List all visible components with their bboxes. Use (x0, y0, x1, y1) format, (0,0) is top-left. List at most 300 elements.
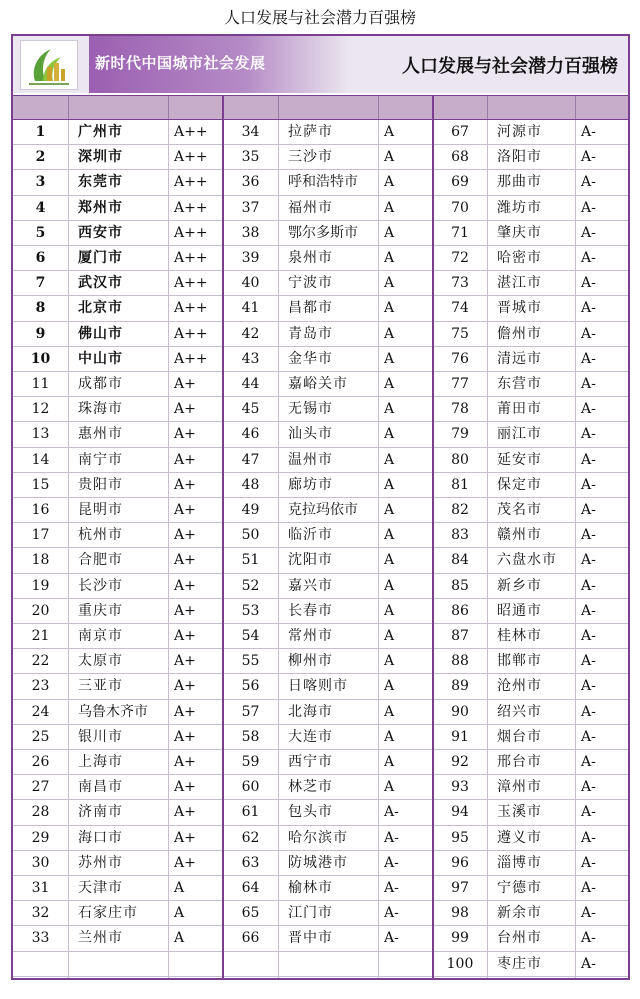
table-row (433, 523, 628, 548)
grade-cell: A- (581, 653, 596, 670)
table-row (223, 347, 433, 372)
rank-cell: 68 (451, 149, 469, 166)
table-row (433, 750, 628, 775)
rank-cell: 80 (451, 451, 469, 468)
table-row (13, 196, 223, 221)
rank-cell: 69 (451, 174, 469, 191)
city-name-cell: 鄂尔多斯市 (288, 224, 358, 241)
city-name-cell: 大连市 (288, 728, 333, 745)
city-name-cell: 南京市 (78, 628, 123, 644)
table-row (433, 952, 628, 977)
city-name-cell: 北海市 (288, 703, 333, 720)
table-row (13, 448, 223, 473)
city-name-cell: 遵义市 (497, 829, 542, 846)
grade-cell: A (384, 577, 395, 594)
rank-cell: 41 (241, 300, 260, 317)
rank-cell: 23 (31, 678, 50, 695)
grade-cell: A+ (174, 854, 196, 871)
rank-cell: 37 (241, 199, 260, 216)
grade-cell: A- (581, 628, 596, 644)
rank-cell: 17 (31, 527, 50, 544)
table-row (13, 372, 223, 397)
rank-cell: 52 (241, 577, 260, 594)
grade-cell: A+ (174, 653, 196, 670)
city-name-cell: 枣庄市 (497, 955, 542, 972)
table-row (13, 322, 223, 347)
table-row (223, 498, 433, 523)
grade-cell: A- (384, 804, 399, 821)
rank-cell: 45 (241, 401, 260, 418)
city-name-cell: 丽江市 (497, 426, 542, 443)
rank-cell: 31 (31, 880, 50, 896)
city-name-cell: 杭州市 (78, 527, 123, 544)
page-title: 人口发展与社会潜力百强榜 (223, 8, 416, 27)
table-row (223, 296, 433, 321)
table-row (223, 876, 433, 901)
grade-cell: A+ (174, 829, 196, 846)
grade-cell: A (384, 502, 395, 518)
city-name-cell: 乌鲁木齐市 (78, 703, 148, 720)
grade-cell: A+ (174, 476, 196, 493)
grade-cell: A+ (174, 426, 196, 443)
grade-cell: A++ (174, 224, 208, 241)
table-row (223, 271, 433, 296)
city-name-cell: 廊坊市 (288, 476, 333, 493)
grade-cell: A- (581, 728, 596, 745)
table-row (13, 851, 223, 876)
table-row (223, 649, 433, 674)
banner (13, 36, 628, 93)
table-row (223, 574, 433, 599)
city-name-cell: 昌都市 (288, 300, 333, 317)
table-row (223, 548, 433, 573)
table-row (13, 170, 223, 195)
city-name-cell: 金华市 (288, 350, 333, 367)
table-row (13, 750, 223, 775)
grade-cell: A++ (174, 275, 208, 292)
city-name-cell: 泉州市 (288, 250, 333, 266)
grade-cell: A+ (174, 728, 196, 745)
grade-cell: A- (581, 577, 596, 594)
rank-cell: 34 (241, 124, 260, 140)
grade-cell: A (384, 426, 395, 443)
rank-cell: 88 (451, 653, 469, 670)
city-name-cell: 晋城市 (497, 300, 542, 317)
rank-cell: 75 (451, 325, 469, 342)
table-row (223, 397, 433, 422)
city-name-cell: 洛阳市 (497, 149, 542, 166)
rank-cell: 61 (241, 804, 260, 821)
grade-cell: A- (581, 275, 596, 292)
grade-cell: A++ (174, 199, 208, 216)
rank-cell: 66 (241, 930, 260, 947)
city-logo-icon (21, 41, 77, 89)
city-name-cell: 无锡市 (288, 401, 333, 418)
city-name-cell: 肇庆市 (497, 224, 542, 241)
grade-cell: A+ (174, 804, 196, 821)
table-row (433, 145, 628, 170)
grade-cell: A (174, 905, 185, 922)
table-row (223, 120, 433, 145)
city-name-cell: 嘉峪关市 (288, 376, 348, 392)
grade-cell: A- (384, 829, 399, 846)
table-row (13, 876, 223, 901)
rank-cell: 4 (35, 199, 46, 216)
table-row (223, 422, 433, 447)
city-name-cell: 沧州市 (497, 678, 542, 695)
rank-cell: 70 (451, 199, 469, 216)
grade-cell: A (384, 174, 395, 191)
table-row (13, 674, 223, 699)
rank-cell: 35 (241, 149, 260, 166)
grade-cell: A- (581, 476, 596, 493)
city-name-cell: 防城港市 (288, 854, 348, 871)
rank-cell: 13 (31, 426, 50, 443)
grade-cell: A (384, 779, 395, 796)
city-name-cell: 烟台市 (497, 728, 542, 745)
column-divider (68, 120, 69, 978)
table-row (433, 120, 628, 145)
grade-cell: A (384, 628, 395, 644)
rank-cell: 44 (241, 376, 260, 392)
city-name-cell: 哈密市 (497, 250, 542, 266)
city-name-cell: 长沙市 (78, 577, 123, 594)
grade-cell: A (384, 552, 395, 569)
column-divider (487, 120, 488, 978)
city-name-cell: 南昌市 (78, 779, 123, 796)
rank-cell: 43 (241, 350, 260, 367)
table-row (433, 851, 628, 876)
city-name-cell: 济南市 (78, 804, 123, 821)
rank-cell: 21 (31, 628, 50, 644)
header-group-divider (432, 96, 434, 119)
grade-cell: A (384, 653, 395, 670)
rank-cell: 48 (241, 476, 260, 493)
city-name-cell: 茂名市 (497, 502, 542, 518)
grade-cell: A (384, 451, 395, 468)
city-name-cell: 榆林市 (288, 880, 333, 896)
city-name-cell: 潍坊市 (497, 199, 542, 216)
city-name-cell: 林芝市 (288, 779, 333, 796)
city-name-cell: 石家庄市 (78, 905, 138, 922)
rank-cell: 33 (31, 930, 50, 947)
grade-cell: A (384, 678, 395, 695)
grade-cell: A- (384, 930, 399, 947)
grade-cell: A- (581, 527, 596, 544)
table-row (223, 800, 433, 825)
table-row (223, 145, 433, 170)
city-name-cell: 昭通市 (497, 602, 542, 619)
city-name-cell: 宁德市 (497, 880, 542, 896)
header-divider (487, 96, 488, 119)
rank-cell: 63 (241, 854, 260, 871)
grade-cell: A+ (174, 376, 196, 392)
rank-cell: 9 (35, 325, 46, 342)
grade-cell: A (384, 703, 395, 720)
table-row (13, 523, 223, 548)
rank-cell: 100 (446, 955, 474, 972)
grade-cell: A++ (174, 350, 208, 367)
table-row (223, 473, 433, 498)
grade-cell: A+ (174, 779, 196, 796)
city-name-cell: 长春市 (288, 602, 333, 619)
grade-cell: A++ (174, 149, 208, 166)
rank-cell: 83 (451, 527, 469, 544)
table-row (223, 674, 433, 699)
table-row (433, 548, 628, 573)
city-name-cell: 保定市 (497, 476, 542, 493)
grade-cell: A (384, 376, 395, 392)
grade-cell: A- (581, 174, 596, 191)
rank-cell: 64 (241, 880, 260, 896)
city-name-cell: 温州市 (288, 451, 333, 468)
city-name-cell: 漳州市 (497, 779, 542, 796)
rank-cell: 90 (451, 703, 469, 720)
grade-cell: A (384, 527, 395, 544)
table-row (13, 473, 223, 498)
rank-cell: 98 (451, 905, 469, 922)
table-header (13, 95, 628, 120)
grade-cell: A (174, 880, 185, 896)
city-name-cell: 那曲市 (497, 174, 542, 191)
table-row (13, 574, 223, 599)
ranking-table-frame (11, 34, 630, 980)
city-name-cell: 东营市 (497, 376, 542, 392)
grade-cell: A- (581, 678, 596, 695)
city-name-cell: 郑州市 (78, 199, 123, 216)
grade-cell: A++ (174, 174, 208, 191)
rank-cell: 82 (451, 502, 469, 518)
grade-cell: A+ (174, 703, 196, 720)
city-name-cell: 桂林市 (497, 628, 542, 644)
table-row (223, 246, 433, 271)
header-divider (378, 96, 379, 119)
city-name-cell: 邯郸市 (497, 653, 542, 670)
city-name-cell: 北京市 (78, 300, 123, 317)
city-name-cell: 三亚市 (78, 678, 123, 695)
grade-cell: A++ (174, 300, 208, 317)
empty-row (13, 952, 223, 977)
table-row (13, 700, 223, 725)
grade-cell: A- (581, 250, 596, 266)
city-name-cell: 临沂市 (288, 527, 333, 544)
grade-cell: A- (581, 401, 596, 418)
table-row (223, 372, 433, 397)
table-row (433, 397, 628, 422)
grade-cell: A (384, 350, 395, 367)
rank-cell: 27 (31, 779, 50, 796)
grade-cell: A- (384, 880, 399, 896)
city-name-cell: 包头市 (288, 804, 333, 821)
table-row (433, 196, 628, 221)
grade-cell: A (384, 300, 395, 317)
grade-cell: A (384, 602, 395, 619)
city-name-cell: 贵阳市 (78, 476, 123, 493)
rank-cell: 92 (451, 754, 469, 770)
table-row (433, 372, 628, 397)
grade-cell: A+ (174, 451, 196, 468)
rank-cell: 73 (451, 275, 469, 292)
grade-cell: A- (581, 325, 596, 342)
table-row (433, 246, 628, 271)
table-row (433, 700, 628, 725)
grade-cell: A- (581, 905, 596, 922)
table-row (223, 624, 433, 649)
city-name-cell: 清远市 (497, 350, 542, 367)
rank-cell: 25 (31, 728, 50, 745)
grade-cell: A- (581, 930, 596, 947)
rank-cell: 20 (31, 602, 50, 619)
table-row (433, 599, 628, 624)
city-name-cell: 三沙市 (288, 149, 333, 166)
grade-cell: A- (581, 300, 596, 317)
grade-cell: A- (581, 426, 596, 443)
city-name-cell: 新乡市 (497, 577, 542, 594)
header-rank (223, 96, 278, 119)
grade-cell: A (384, 124, 395, 140)
rank-cell: 30 (31, 854, 50, 871)
rank-cell: 58 (241, 728, 260, 745)
rank-cell: 54 (241, 628, 260, 644)
group-divider (432, 120, 434, 978)
city-name-cell: 佛山市 (78, 325, 123, 342)
grade-cell: A- (581, 451, 596, 468)
rank-cell: 84 (451, 552, 469, 569)
table-row (13, 599, 223, 624)
rank-cell: 94 (451, 804, 469, 821)
city-name-cell: 延安市 (497, 451, 542, 468)
city-name-cell: 珠海市 (78, 401, 123, 418)
city-name-cell: 中山市 (78, 350, 123, 367)
table-row (223, 170, 433, 195)
table-row (433, 347, 628, 372)
rank-cell: 72 (451, 250, 469, 266)
city-name-cell: 西宁市 (288, 754, 333, 770)
rank-cell: 78 (451, 401, 469, 418)
city-name-cell: 呼和浩特市 (288, 174, 358, 191)
header-divider (575, 96, 576, 119)
rank-cell: 76 (451, 350, 469, 367)
table-row (433, 448, 628, 473)
rank-cell: 5 (35, 224, 46, 241)
table-row (433, 170, 628, 195)
rank-cell: 89 (451, 678, 469, 695)
table-row (223, 700, 433, 725)
grade-cell: A- (581, 804, 596, 821)
grade-cell: A- (581, 880, 596, 896)
rank-cell: 1 (35, 124, 46, 140)
city-name-cell: 广州市 (78, 124, 123, 140)
grade-cell: A (384, 149, 395, 166)
rank-cell: 74 (451, 300, 469, 317)
header-grade (168, 96, 223, 119)
column-divider (378, 120, 379, 978)
rank-cell: 2 (35, 149, 46, 166)
grade-cell: A (384, 224, 395, 241)
rank-cell: 71 (451, 224, 469, 241)
table-row (13, 296, 223, 321)
rank-cell: 29 (31, 829, 50, 846)
table-row (223, 196, 433, 221)
table-row (13, 624, 223, 649)
rank-cell: 15 (31, 476, 50, 493)
grade-cell: A- (581, 552, 596, 569)
city-name-cell: 邢台市 (497, 754, 542, 770)
city-name-cell: 合肥市 (78, 552, 123, 569)
city-name-cell: 青岛市 (288, 325, 333, 342)
rank-cell: 85 (451, 577, 469, 594)
header-city (487, 96, 575, 119)
header-rank (13, 96, 68, 119)
table-row (13, 926, 223, 951)
city-name-cell: 苏州市 (78, 854, 123, 871)
table-row (13, 145, 223, 170)
logo (20, 40, 78, 90)
column-divider (278, 120, 279, 978)
city-name-cell: 哈尔滨市 (288, 829, 348, 846)
table-row (13, 347, 223, 372)
rank-cell: 24 (31, 703, 50, 720)
city-name-cell: 常州市 (288, 628, 333, 644)
rank-cell: 14 (31, 451, 50, 468)
city-name-cell: 重庆市 (78, 602, 123, 619)
table-row (223, 901, 433, 926)
grade-cell: A- (581, 854, 596, 871)
rank-cell: 16 (31, 502, 50, 518)
rank-cell: 57 (241, 703, 260, 720)
rank-cell: 11 (31, 376, 50, 392)
rank-cell: 36 (241, 174, 260, 191)
city-name-cell: 海口市 (78, 829, 123, 846)
rank-cell: 67 (451, 124, 469, 140)
city-name-cell: 上海市 (78, 754, 123, 770)
city-name-cell: 儋州市 (497, 325, 542, 342)
table-row (13, 120, 223, 145)
rank-cell: 86 (451, 602, 469, 619)
city-name-cell: 六盘水市 (497, 552, 557, 569)
table-row (433, 271, 628, 296)
city-name-cell: 福州市 (288, 199, 333, 216)
table-row (13, 422, 223, 447)
rank-cell: 42 (241, 325, 260, 342)
rank-cell: 79 (451, 426, 469, 443)
table-row (13, 498, 223, 523)
city-name-cell: 南宁市 (78, 451, 123, 468)
grade-cell: A (384, 728, 395, 745)
city-name-cell: 赣州市 (497, 527, 542, 544)
rank-cell: 49 (241, 502, 260, 518)
table-row (223, 221, 433, 246)
grade-cell: A (384, 275, 395, 292)
table-row (223, 523, 433, 548)
rank-cell: 19 (31, 577, 50, 594)
table-row (13, 271, 223, 296)
grade-cell: A- (384, 905, 399, 922)
city-name-cell: 晋中市 (288, 930, 333, 947)
table-row (433, 876, 628, 901)
grade-cell: A++ (174, 124, 208, 140)
table-row (433, 473, 628, 498)
table-row (13, 775, 223, 800)
grade-cell: A+ (174, 502, 196, 518)
grade-cell: A+ (174, 577, 196, 594)
header-grade (575, 96, 628, 119)
city-name-cell: 克拉玛依市 (288, 502, 358, 518)
column-divider (575, 120, 576, 978)
city-name-cell: 绍兴市 (497, 703, 542, 720)
city-name-cell: 兰州市 (78, 930, 123, 947)
grade-cell: A- (581, 149, 596, 166)
